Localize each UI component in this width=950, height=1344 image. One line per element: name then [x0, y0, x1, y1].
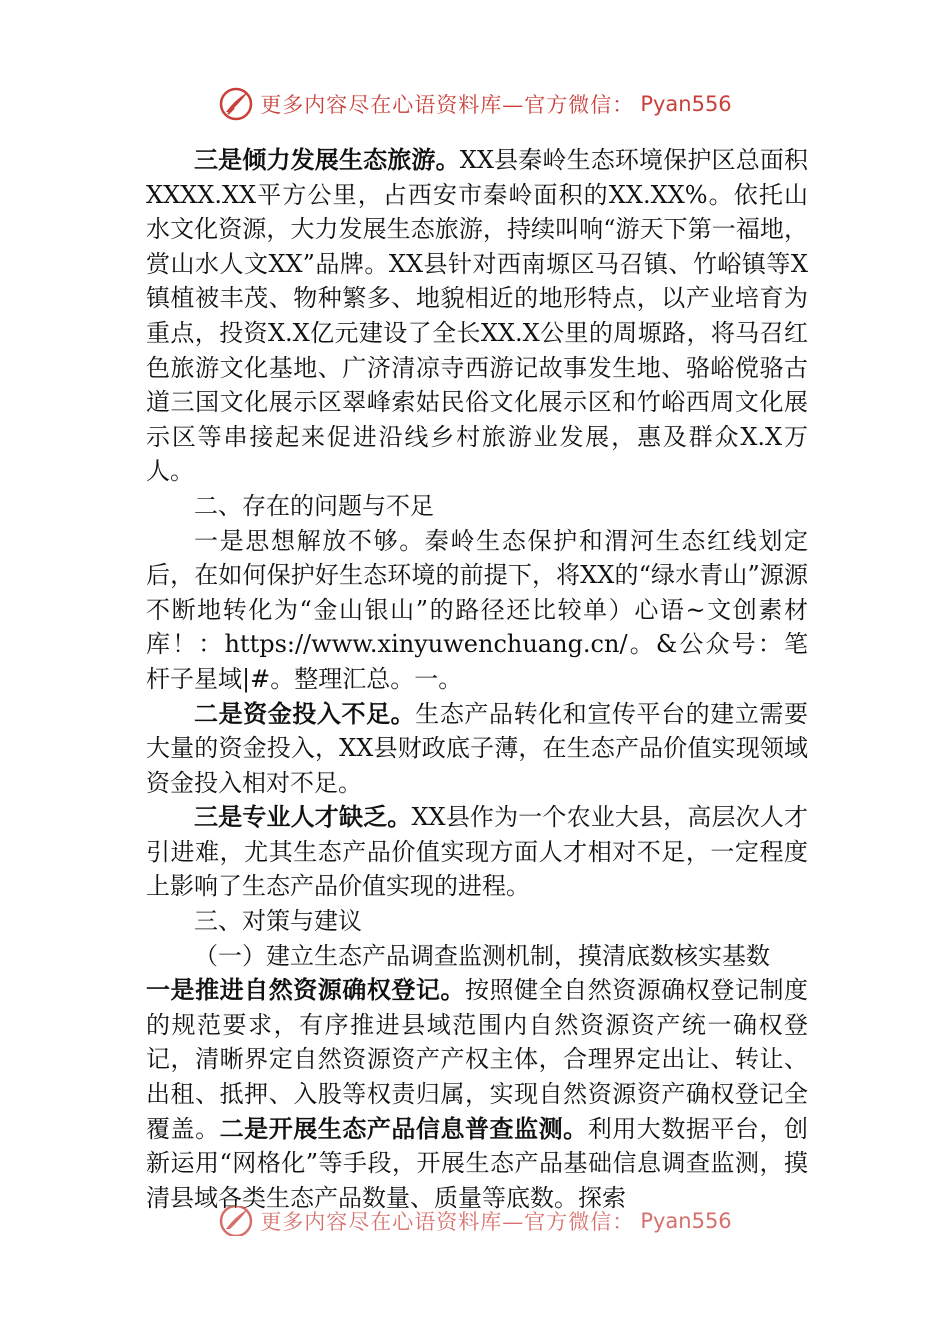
- banner-wechat-id: Pyan556: [640, 92, 732, 116]
- paragraph-text: 一是思想解放不够。秦岭生态保护和渭河生态红线划定后，在如何保护好生态环境的前提下，将XX的“绿水青山”源源不断地转化为“金山银山”的路径还比较单）心语~文创素材库！：https://www.xinyuwenchuang.cn/。&公众号：笔杆子星域|#。整理汇总。一。: [146, 526, 808, 693]
- paragraph: [146, 697, 808, 801]
- paragraph-text: XX县秦岭生态环境保护区总面积XXXX.XX平方公里，占西安市秦岭面积的XX.XX%。依托山水文化资源，大力发展生态旅游，持续叫响“游天下第一福地，赏山水人文XX”品牌。XX县针对西南塬区马召镇、竹峪镇等X镇植被丰茂、物种繁多、地貌相近的地形特点，以产业培育为重点，投资X.X亿元建设了全长XX.X公里的周塬路，将马召红色旅游文化基地、广济清凉寺西游记故事发生地、骆峪傥骆古道三国文化展示区翠峰索姑民俗文化展示区和竹峪西周文化展示区等串接起来促进沿线乡村旅游业发展，惠及群众X.X万人。: [146, 146, 809, 486]
- quill-logo-icon: [218, 1206, 254, 1236]
- paragraph-text: 利用大数据平台，创新运用“网格化”等手段，开展生态产品基础信息调查监测，摸清县域各类生态产品数量、质量等底数。探索: [146, 1114, 809, 1212]
- section-heading: 三、对策与建议: [194, 907, 362, 936]
- paragraph-text: XX县作为一个农业大县，高层次人才引进难，尤其生态产品价值实现方面人才相对不足，一定程度上影响了生态产品价值实现的进程。: [146, 803, 809, 901]
- section-heading: 二、存在的问题与不足: [194, 491, 434, 520]
- paragraph: [146, 143, 808, 489]
- paragraph-lead: 二是开展生态产品信息普查监测。: [219, 1114, 588, 1143]
- quill-logo-icon: [218, 86, 254, 122]
- paragraph: [146, 800, 808, 904]
- subsection-heading: （一）建立生态产品调查监测机制，摸清底数核实基数: [194, 941, 770, 970]
- header-watermark-banner: [0, 84, 950, 124]
- paragraph-lead: 三是倾力发展生态旅游。: [194, 146, 460, 174]
- paragraph: [146, 524, 808, 697]
- paragraph-text: 生态产品转化和宣传平台的建立需要大量的资金投入，XX县财政底子薄，在生态产品价值实现领域资金投入相对不足。: [146, 699, 808, 797]
- document-body: [146, 143, 808, 1215]
- banner-text: 更多内容尽在心语资料库—官方微信：: [260, 93, 635, 117]
- banner-wechat-id: Pyan556: [640, 1209, 732, 1233]
- paragraph-text: 按照健全自然资源确权登记制度的规范要求，有序推进县域范围内自然资源资产统一确权登记，清晰界定自然资源资产产权主体，合理界定出让、转让、出租、抵押、入股等权责归属，实现自然资源资产确权登记全覆盖。: [146, 976, 808, 1143]
- paragraph: [146, 973, 808, 1215]
- paragraph-lead: 一是推进自然资源确权登记。: [146, 976, 465, 1005]
- banner-text: 更多内容尽在心语资料库—官方微信：: [260, 1210, 635, 1234]
- paragraph-lead: 二是资金投入不足。: [194, 699, 416, 728]
- footer-watermark-banner: [0, 1206, 950, 1236]
- paragraph-lead: 三是专业人才缺乏。: [194, 803, 412, 832]
